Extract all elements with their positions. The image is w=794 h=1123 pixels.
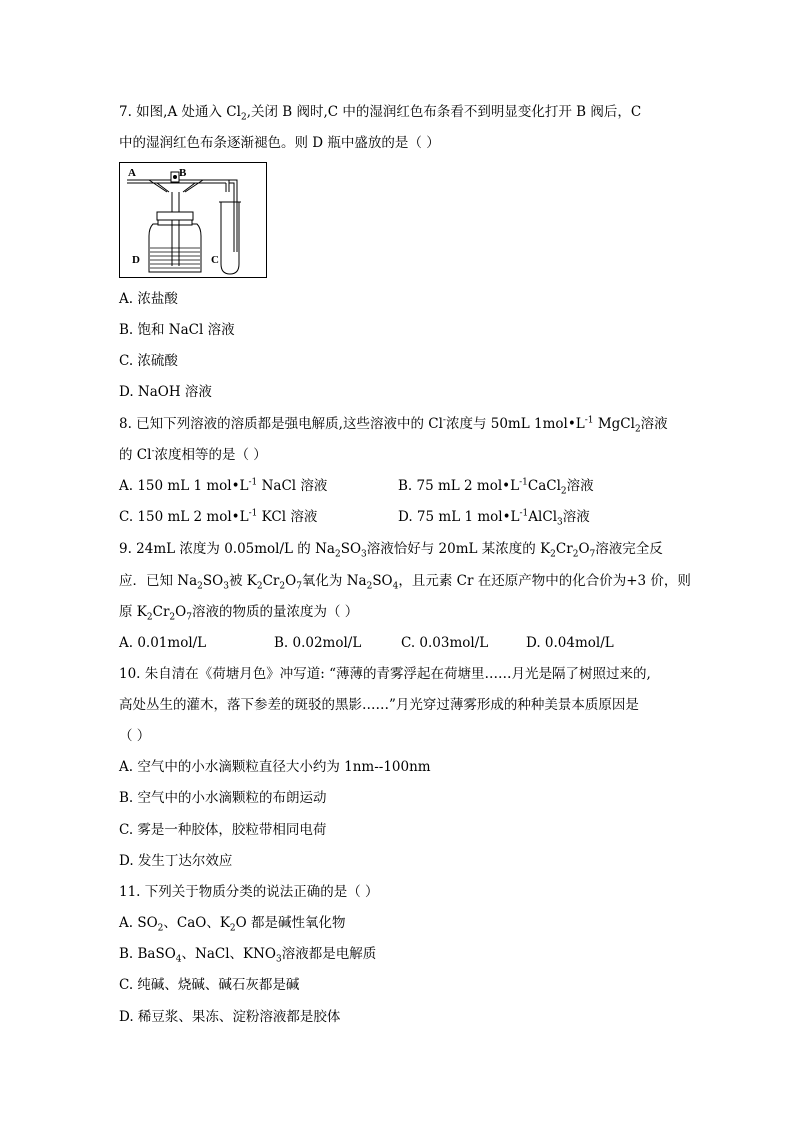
- figure-label-b: B: [179, 167, 187, 179]
- q10-option-c: C. 雾是一种胶体，胶粒带相同电荷: [119, 822, 327, 838]
- q11-option-c: C. 纯碱、烧碱、碱石灰都是碱: [119, 977, 300, 993]
- q9-stem-line2: 应．已知 $Na_2SO_3$被 $K_2Cr_2O_7$氧化为 $Na_2SO_4$，且元素 Cr 在还原产物中的化合价为+3 价，则: [119, 573, 691, 592]
- q11-option-d: D. 稀豆浆、果冻、淀粉溶液都是胶体: [119, 1009, 341, 1025]
- q10-stem-line1: 10. 朱自清在《荷塘月色》冲写道: “薄薄的青雾浮起在荷塘里……月光是隔了树照过来的,: [119, 666, 651, 682]
- figure-label-c: C: [211, 254, 219, 266]
- q9-stem-line3: 原 $K_2Cr_2O_7$溶液的物质的量浓度为（ ）: [119, 604, 359, 623]
- q10-option-b: B. 空气中的小水滴颗粒的布朗运动: [119, 790, 327, 806]
- q11-option-a: A. $SO_2$、CaO、$K_2O$ 都是碱性氧化物: [119, 915, 346, 934]
- q9-stem-line1: 9. 24mL 浓度为 0.05mol/L 的 $Na_2SO_3$溶液恰好与 20mL 某浓度的 $K_2Cr_2O_7$溶液完全反: [119, 541, 663, 560]
- q10-option-d: D. 发生丁达尔效应: [119, 853, 233, 869]
- figure-label-d: D: [132, 254, 140, 266]
- q7-option-d: D. NaOH 溶液: [119, 384, 212, 400]
- apparatus-figure: [119, 162, 267, 278]
- q10-stem-line2: 高处丛生的灌木，落下参差的斑驳的黑影……”月光穿过薄雾形成的种种美景本质原因是: [119, 697, 639, 713]
- q7-option-a: A. 浓盐酸: [119, 291, 178, 307]
- q10-option-a: A. 空气中的小水滴颗粒直径大小约为 1nm--100nm: [119, 759, 431, 775]
- q7-stem-line2: 中的湿润红色布条逐渐褪色。则 D 瓶中盛放的是（ ）: [119, 135, 440, 151]
- q9-option-a: A. 0.01mol/L: [119, 635, 207, 651]
- q8-option-b: B. 75 mL 2 $mol•L^{-1}CaCl_2$溶液: [398, 477, 594, 497]
- q7-option-b: B. 饱和 NaCl 溶液: [119, 322, 235, 338]
- q9-option-b: B. 0.02mol/L: [274, 635, 362, 651]
- q7-option-c: C. 浓硫酸: [119, 353, 178, 369]
- q9-option-d: D. 0.04mol/L: [526, 635, 614, 651]
- q11-stem: 11. 下列关于物质分类的说法正确的是（ ）: [119, 884, 379, 900]
- q11-option-b: B. BaSO$_4$、NaCl、$KNO_3$溶液都是电解质: [119, 946, 377, 965]
- q10-stem-line3: （ ）: [119, 728, 151, 744]
- q8-option-c: C. 150 mL 2 $mol•L^{-1}$ KCl 溶液: [119, 508, 318, 525]
- figure-label-a: A: [128, 167, 136, 179]
- q8-option-d: D. 75 mL 1 $mol•L^{-1}AlCl_3$溶液: [398, 508, 590, 528]
- q8-stem-line1: 8. 已知下列溶液的溶质都是强电解质,这些溶液中的 Cl-浓度与 50mL $1mol•L^{-1}$ MgCl$_2$溶液: [119, 415, 668, 435]
- q8-stem-line2: 的 Cl-浓度相等的是（ ）: [119, 446, 267, 463]
- q8-option-a: A. 150 mL 1 $mol•L^{-1}$ NaCl 溶液: [119, 477, 328, 494]
- q9-option-c: C. 0.03mol/L: [401, 635, 489, 651]
- q7-stem-line1: 7. 如图,A 处通入 $Cl_2$,关闭 B 阀时,C 中的湿润红色布条看不到明显变化打开 B 阀后，C: [119, 104, 642, 123]
